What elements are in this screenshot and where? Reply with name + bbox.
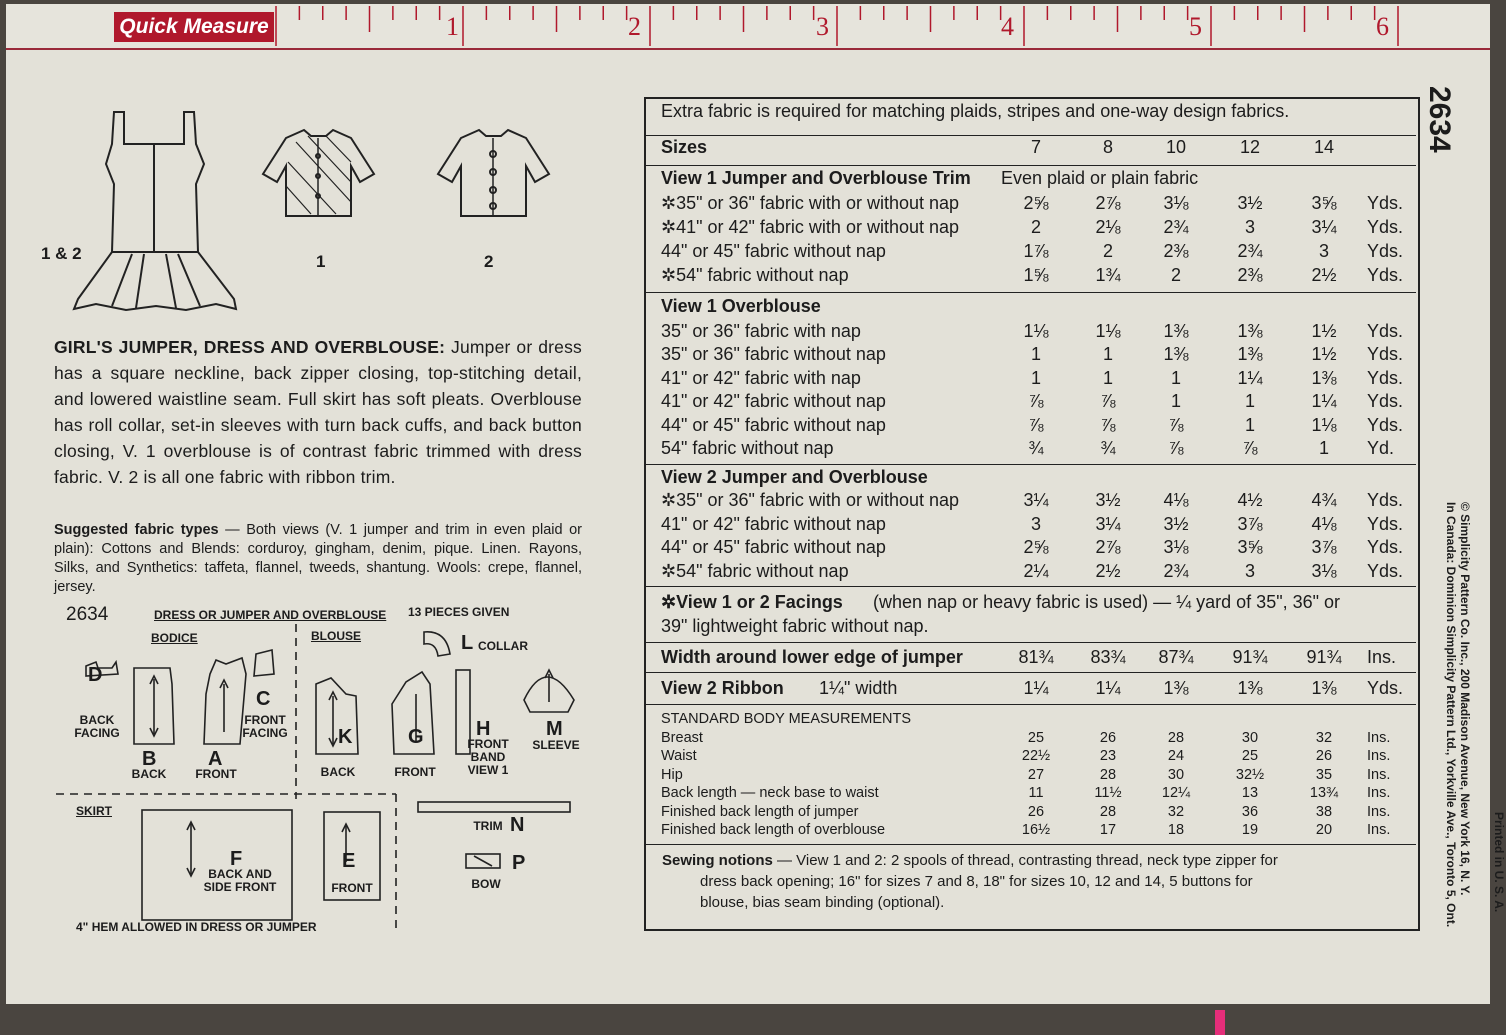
value-size-12: 36 xyxy=(1241,803,1259,820)
row-label: 44" or 45" fabric without nap xyxy=(661,414,886,435)
value-size-10: 2 xyxy=(1170,265,1181,285)
ruler-number-1: 1 xyxy=(446,12,459,41)
piece-N-letter: N xyxy=(510,814,525,836)
value-size-12: 3 xyxy=(1244,560,1255,581)
piece-H-letter: H xyxy=(476,718,491,740)
unit-label: Yds. xyxy=(1367,217,1404,237)
piece-L-label: COLLAR xyxy=(478,639,528,653)
divider xyxy=(646,844,1416,845)
extra-fabric-note xyxy=(661,101,1416,124)
value-size-7: ⅞ xyxy=(1028,414,1044,435)
body-measurements-title: STANDARD BODY MEASUREMENTS xyxy=(661,711,912,727)
row-label: 35" or 36" fabric without nap xyxy=(661,344,886,365)
value-size-14: 3 xyxy=(1318,241,1329,261)
value-size-7: 11 xyxy=(1028,785,1044,802)
value-size-7: 22½ xyxy=(1021,748,1051,765)
value-size-8: ⅞ xyxy=(1100,391,1116,412)
divider xyxy=(646,704,1416,705)
piece-B-label: BACK xyxy=(131,767,167,781)
divider xyxy=(646,165,1416,166)
piece-A-label: FRONT xyxy=(195,767,237,781)
value-size-8: 1 xyxy=(1102,344,1113,365)
piece-M-label: SLEEVE xyxy=(532,738,580,752)
value-size-10: 3⅛ xyxy=(1163,193,1189,213)
facings-title: ✲View 1 or 2 Facings xyxy=(661,592,843,612)
value-size-10: ⅞ xyxy=(1168,414,1184,435)
table-row xyxy=(661,391,1416,414)
value-size-10: 30 xyxy=(1167,766,1185,783)
width-size-12: 91¾ xyxy=(1232,647,1268,667)
view-label-1: 1 xyxy=(316,252,326,271)
notions-title: Sewing notions xyxy=(662,852,773,869)
row-label: 44" or 45" fabric without nap xyxy=(661,241,886,261)
value-size-12: 1 xyxy=(1244,414,1255,435)
divider xyxy=(646,135,1416,136)
value-size-14: 3⅛ xyxy=(1311,560,1337,581)
unit-label: Yds. xyxy=(1367,560,1404,581)
value-size-14: 1⅛ xyxy=(1311,414,1337,435)
notions-line-3: blouse, bias seam binding (optional). xyxy=(700,894,945,911)
width-row xyxy=(661,647,1416,670)
sewing-notions xyxy=(662,850,1410,913)
piece-H-label: FRONT BAND VIEW 1 xyxy=(467,737,509,777)
value-size-12: 3⅞ xyxy=(1237,513,1263,534)
piece-A-letter: A xyxy=(208,748,223,770)
row-label: ✲35" or 36" fabric with or without nap xyxy=(661,193,960,213)
description-body: Jumper or dress has a square neckline, back zipper closing, top-stitching detail, and lowered waistline seam. Full skirt has soft pleats. Overblouse has roll collar, set-in sleeves with turn back cuffs, and back button closing, V. 1 overblouse is of contrast fabric trimmed with dress fabric. V. 2 is all one fabric with ribbon trim. xyxy=(54,337,583,487)
row-label: 41" or 42" fabric without nap xyxy=(661,391,886,412)
pieces-heading: DRESS OR JUMPER AND OVERBLOUSE xyxy=(154,608,387,622)
ruler-number-6: 6 xyxy=(1376,12,1389,41)
value-size-12: 19 xyxy=(1241,822,1259,838)
value-size-14: 3⅝ xyxy=(1311,193,1337,213)
value-size-10: 2¾ xyxy=(1163,217,1189,237)
blouse-heading: BLOUSE xyxy=(311,629,362,643)
value-size-8: 2⅞ xyxy=(1095,537,1121,557)
ribbon-size-8: 1¼ xyxy=(1095,678,1121,698)
unit-label: Yd. xyxy=(1367,438,1395,458)
value-size-10: 32 xyxy=(1167,803,1185,820)
ribbon-label: View 2 Ribbon xyxy=(661,678,784,698)
row-label: 41" or 42" fabric with nap xyxy=(661,367,861,388)
unit-label: Yds. xyxy=(1367,367,1404,388)
value-size-12: 2¾ xyxy=(1237,241,1263,261)
value-size-12: 1⅜ xyxy=(1237,344,1263,365)
value-size-8: 1 xyxy=(1102,367,1113,388)
facings-row-1 xyxy=(661,592,1416,615)
unit-label: Yds. xyxy=(1367,241,1404,261)
row-label: ✲41" or 42" fabric with or without nap xyxy=(661,217,960,237)
side-pattern-number: 2634 xyxy=(1423,86,1456,153)
value-size-10: 28 xyxy=(1167,730,1185,746)
row-label: Finished back length of jumper xyxy=(661,803,859,820)
value-size-8: 2⅛ xyxy=(1095,217,1121,237)
value-size-8: 3½ xyxy=(1095,490,1121,510)
ribbon-size-14: 1⅜ xyxy=(1311,678,1337,698)
ribbon-size-7: 1¼ xyxy=(1023,678,1049,698)
value-size-7: 26 xyxy=(1027,803,1045,820)
description-title: GIRL'S JUMPER, DRESS AND OVERBLOUSE: xyxy=(54,337,446,357)
value-size-10: 1⅜ xyxy=(1163,344,1189,365)
value-size-7: 2¼ xyxy=(1023,560,1049,581)
value-size-10: 1 xyxy=(1170,391,1181,412)
size-10: 10 xyxy=(1165,137,1187,157)
table-row xyxy=(661,822,1416,845)
piece-G-letter: G xyxy=(408,726,424,748)
value-size-12: 32½ xyxy=(1235,766,1265,783)
value-size-14: 26 xyxy=(1315,748,1333,765)
width-size-7: 81¾ xyxy=(1018,647,1054,667)
ribbon-row xyxy=(661,678,1416,701)
value-size-8: 23 xyxy=(1099,748,1117,765)
table-row xyxy=(661,514,1416,537)
value-size-12: 2⅜ xyxy=(1237,265,1263,285)
divider xyxy=(646,586,1416,587)
pink-tab xyxy=(1215,1010,1225,1035)
row-label: ✲35" or 36" fabric with or without nap xyxy=(661,490,960,510)
ruler-number-4: 4 xyxy=(1001,12,1014,41)
row-label: Waist xyxy=(661,748,697,765)
unit-label: Yds. xyxy=(1367,490,1404,510)
piece-F-letter: F xyxy=(230,848,243,870)
width-unit: Ins. xyxy=(1367,647,1397,667)
unit-label: Yds. xyxy=(1367,537,1404,557)
value-size-10: 2⅜ xyxy=(1163,241,1189,261)
piece-M-letter: M xyxy=(546,718,563,740)
value-size-7: 1⅝ xyxy=(1023,265,1049,285)
table-row xyxy=(661,368,1416,391)
piece-E-letter: E xyxy=(342,850,356,872)
value-size-7: 1⅛ xyxy=(1023,321,1049,341)
piece-P-letter: P xyxy=(512,852,526,874)
unit-label: Yds. xyxy=(1367,193,1404,213)
value-size-7: 2⅝ xyxy=(1023,537,1049,557)
unit-label: Ins. xyxy=(1367,803,1391,820)
value-size-7: 16½ xyxy=(1021,822,1051,838)
piece-D-label: BACK FACING xyxy=(74,713,120,740)
extra-fabric-text: Extra fabric is required for matching plaids, stripes and one-way design fabrics. xyxy=(661,101,1290,121)
size-8: 8 xyxy=(1102,137,1113,157)
value-size-8: 26 xyxy=(1099,730,1117,746)
view1-jumper-heading xyxy=(661,168,1416,191)
suggested-fabric-types xyxy=(54,521,582,597)
copyright-text xyxy=(1444,502,1472,927)
value-size-8: 28 xyxy=(1099,766,1117,783)
divider xyxy=(646,642,1416,643)
value-size-7: 3¼ xyxy=(1023,490,1049,510)
divider xyxy=(646,464,1416,465)
table-row xyxy=(661,321,1416,344)
row-label: 41" or 42" fabric without nap xyxy=(661,513,886,534)
value-size-12: 3½ xyxy=(1237,193,1263,213)
row-label: Finished back length of overblouse xyxy=(661,822,886,838)
value-size-14: 4¾ xyxy=(1311,490,1337,510)
value-size-7: 1 xyxy=(1030,367,1041,388)
facings-line-1: (when nap or heavy fabric is used) — ¼ yard of 35", 36" or xyxy=(873,592,1341,612)
table-row xyxy=(661,265,1416,288)
value-size-12: 25 xyxy=(1241,748,1259,765)
value-size-10: 12¼ xyxy=(1161,785,1191,802)
value-size-10: 18 xyxy=(1167,822,1185,838)
pattern-description xyxy=(54,334,582,490)
value-size-14: 35 xyxy=(1315,766,1333,783)
view-1-overblouse-illustration xyxy=(256,122,381,222)
value-size-10: 3⅛ xyxy=(1163,537,1189,557)
size-14: 14 xyxy=(1313,137,1335,157)
pattern-envelope-back xyxy=(6,4,1506,1004)
unit-label: Yds. xyxy=(1367,321,1404,341)
view-1-2-dress-illustration xyxy=(66,104,246,319)
table-row xyxy=(661,241,1416,264)
piece-E-label: FRONT xyxy=(331,881,373,895)
value-size-8: 1¾ xyxy=(1095,265,1121,285)
value-size-10: 4⅛ xyxy=(1163,490,1189,510)
ruler-brand: Quick Measure xyxy=(114,12,274,42)
pieces-pattern-number: 2634 xyxy=(66,604,109,625)
value-size-10: 24 xyxy=(1167,748,1185,765)
notions-line-1: — View 1 and 2: 2 spools of thread, contrasting thread, neck type zipper for xyxy=(777,852,1278,869)
unit-label: Ins. xyxy=(1367,730,1391,746)
value-size-7: 2 xyxy=(1030,217,1041,237)
size-12: 12 xyxy=(1239,137,1261,157)
ribbon-size-12: 1⅜ xyxy=(1237,678,1263,698)
view2-heading xyxy=(661,467,1416,490)
value-size-14: 38 xyxy=(1315,803,1333,820)
value-size-7: 27 xyxy=(1027,766,1045,783)
value-size-8: 2½ xyxy=(1095,560,1121,581)
ruler-number-2: 2 xyxy=(628,12,641,41)
value-size-12: 4½ xyxy=(1237,490,1263,510)
width-label: Width around lower edge of jumper xyxy=(661,647,963,667)
unit-label: Ins. xyxy=(1367,748,1391,765)
view-label-2: 2 xyxy=(484,252,494,271)
notions-line-2: dress back opening; 16" for sizes 7 and 8, 18" for sizes 10, 12 and 14, 5 buttons for xyxy=(700,873,1253,890)
unit-label: Yds. xyxy=(1367,391,1404,412)
row-label: ✲54" fabric without nap xyxy=(661,560,849,581)
unit-label: Yds. xyxy=(1367,265,1404,285)
value-size-14: 1½ xyxy=(1311,321,1337,341)
sizes-row xyxy=(661,137,1416,160)
value-size-14: 32 xyxy=(1315,730,1333,746)
fabric-types-body: — Both views (V. 1 jumper and trim in even plaid or plain): Cottons and Blends: corduroy, gingham, denim, pique. Linen. Rayons, Silks, and Synthetics: taffeta, flannel, tweeds, shantung. Wools: crepe, flannel, jersey. xyxy=(54,522,583,595)
piece-C-letter: C xyxy=(256,688,271,710)
value-size-12: ⅞ xyxy=(1242,438,1258,458)
value-size-8: 3¼ xyxy=(1095,513,1121,534)
value-size-14: 1½ xyxy=(1311,344,1337,365)
value-size-7: 2⅝ xyxy=(1023,193,1049,213)
view1-jumper-title: View 1 Jumper and Overblouse Trim xyxy=(661,168,971,188)
value-size-14: 1¼ xyxy=(1311,391,1337,412)
value-size-8: 2 xyxy=(1102,241,1113,261)
facings-row-2 xyxy=(661,616,1416,639)
width-size-14: 91¾ xyxy=(1306,647,1342,667)
table-row xyxy=(661,415,1416,438)
unit-label: Yds. xyxy=(1367,513,1404,534)
piece-P-label: BOW xyxy=(471,877,501,891)
piece-K-letter: K xyxy=(338,726,353,748)
piece-G-label: FRONT xyxy=(394,765,436,779)
unit-label: Ins. xyxy=(1367,766,1391,783)
view-2-overblouse-illustration xyxy=(431,122,556,222)
copyright-line-2: In Canada: Dominion Simplicity Pattern Ltd., Yorkville Ave., Toronto 5, Ont. xyxy=(1444,502,1458,928)
value-size-7: ⅞ xyxy=(1028,391,1044,412)
row-label: 44" or 45" fabric without nap xyxy=(661,537,886,557)
pieces-count: 13 PIECES GIVEN xyxy=(408,605,510,619)
hem-note: 4" HEM ALLOWED IN DRESS OR JUMPER xyxy=(76,920,317,934)
row-label: Back length — neck base to waist xyxy=(661,785,879,802)
divider xyxy=(646,292,1416,293)
value-size-14: 2½ xyxy=(1311,265,1337,285)
value-size-12: 3 xyxy=(1244,217,1255,237)
row-label: Hip xyxy=(661,766,683,783)
table-row xyxy=(661,217,1416,240)
ruler-number-5: 5 xyxy=(1189,12,1202,41)
value-size-8: 28 xyxy=(1099,803,1117,820)
size-7: 7 xyxy=(1030,137,1041,157)
value-size-10: ⅞ xyxy=(1168,438,1184,458)
value-size-14: 1⅜ xyxy=(1311,367,1337,388)
unit-label: Ins. xyxy=(1367,822,1391,838)
value-size-12: 3⅝ xyxy=(1237,537,1263,557)
value-size-14: 4⅛ xyxy=(1311,513,1337,534)
table-row xyxy=(661,537,1416,560)
value-size-12: 1 xyxy=(1244,391,1255,412)
row-label: 54" fabric without nap xyxy=(661,438,834,458)
piece-N-label: TRIM xyxy=(473,819,503,833)
row-label: Breast xyxy=(661,730,703,746)
view-label-1-2: 1 & 2 xyxy=(41,244,82,263)
table-row xyxy=(661,561,1416,584)
ribbon-unit: Yds. xyxy=(1367,678,1404,698)
piece-C-label: FRONT FACING xyxy=(242,713,288,740)
fabric-types-title: Suggested fabric types xyxy=(54,522,219,538)
piece-B-letter: B xyxy=(142,748,157,770)
view2-title: View 2 Jumper and Overblouse xyxy=(661,467,928,487)
unit-label: Yds. xyxy=(1367,414,1404,435)
view1-jumper-subtitle: Even plaid or plain fabric xyxy=(1001,168,1199,188)
ribbon-size-10: 1⅜ xyxy=(1163,678,1189,698)
value-size-8: 17 xyxy=(1099,822,1117,838)
divider xyxy=(646,672,1416,673)
value-size-10: 2¾ xyxy=(1163,560,1189,581)
value-size-7: 3 xyxy=(1030,513,1041,534)
value-size-10: 1 xyxy=(1170,367,1181,388)
printed-in-usa: Printed in U. S. A. xyxy=(1492,812,1506,913)
value-size-10: 1⅜ xyxy=(1163,321,1189,341)
value-size-7: 1⅞ xyxy=(1023,241,1049,261)
table-row xyxy=(661,438,1416,461)
piece-L-letter: L xyxy=(461,632,474,654)
piece-K-label: BACK xyxy=(320,765,356,779)
quick-measure-ruler xyxy=(6,4,1490,50)
row-label: ✲54" fabric without nap xyxy=(661,265,849,285)
value-size-8: ⅞ xyxy=(1100,414,1116,435)
width-size-10: 87¾ xyxy=(1158,647,1194,667)
width-size-8: 83¾ xyxy=(1090,647,1126,667)
value-size-14: 3⅞ xyxy=(1311,537,1337,557)
unit-label: Yds. xyxy=(1367,344,1404,365)
value-size-14: 20 xyxy=(1315,822,1333,838)
value-size-7: 1 xyxy=(1030,344,1041,365)
value-size-8: ¾ xyxy=(1100,438,1116,458)
ribbon-sub: 1¼" width xyxy=(819,678,898,698)
copyright-line-1: © Simplicity Pattern Co. Inc., 200 Madison Avenue, New York 16, N. Y. xyxy=(1458,502,1472,896)
unit-label: Ins. xyxy=(1367,785,1391,802)
sizes-label: Sizes xyxy=(661,137,708,157)
value-size-12: 1¼ xyxy=(1237,367,1263,388)
value-size-8: 11½ xyxy=(1094,785,1122,802)
value-size-14: 3¼ xyxy=(1311,217,1337,237)
row-label: 35" or 36" fabric with nap xyxy=(661,321,861,341)
piece-F-label: BACK AND SIDE FRONT xyxy=(203,867,277,894)
facings-line-2: 39" lightweight fabric without nap. xyxy=(661,616,929,636)
bodice-heading: BODICE xyxy=(151,631,198,645)
table-row xyxy=(661,490,1416,513)
view1-overblouse-title: View 1 Overblouse xyxy=(661,296,821,316)
value-size-8: 2⅞ xyxy=(1095,193,1121,213)
value-size-12: 1⅜ xyxy=(1237,321,1263,341)
table-row xyxy=(661,193,1416,216)
ruler-number-3: 3 xyxy=(816,12,829,41)
value-size-12: 30 xyxy=(1241,730,1259,746)
value-size-7: 25 xyxy=(1027,730,1045,746)
value-size-14: 1 xyxy=(1318,438,1329,458)
value-size-12: 13 xyxy=(1241,785,1259,802)
value-size-7: ¾ xyxy=(1028,438,1044,458)
value-size-10: 3½ xyxy=(1163,513,1189,534)
table-row xyxy=(661,344,1416,367)
value-size-14: 13¾ xyxy=(1309,785,1339,802)
piece-D-letter: D xyxy=(88,664,103,686)
view1-overblouse-heading xyxy=(661,296,1416,319)
value-size-8: 1⅛ xyxy=(1095,321,1121,341)
skirt-heading: SKIRT xyxy=(76,804,112,818)
